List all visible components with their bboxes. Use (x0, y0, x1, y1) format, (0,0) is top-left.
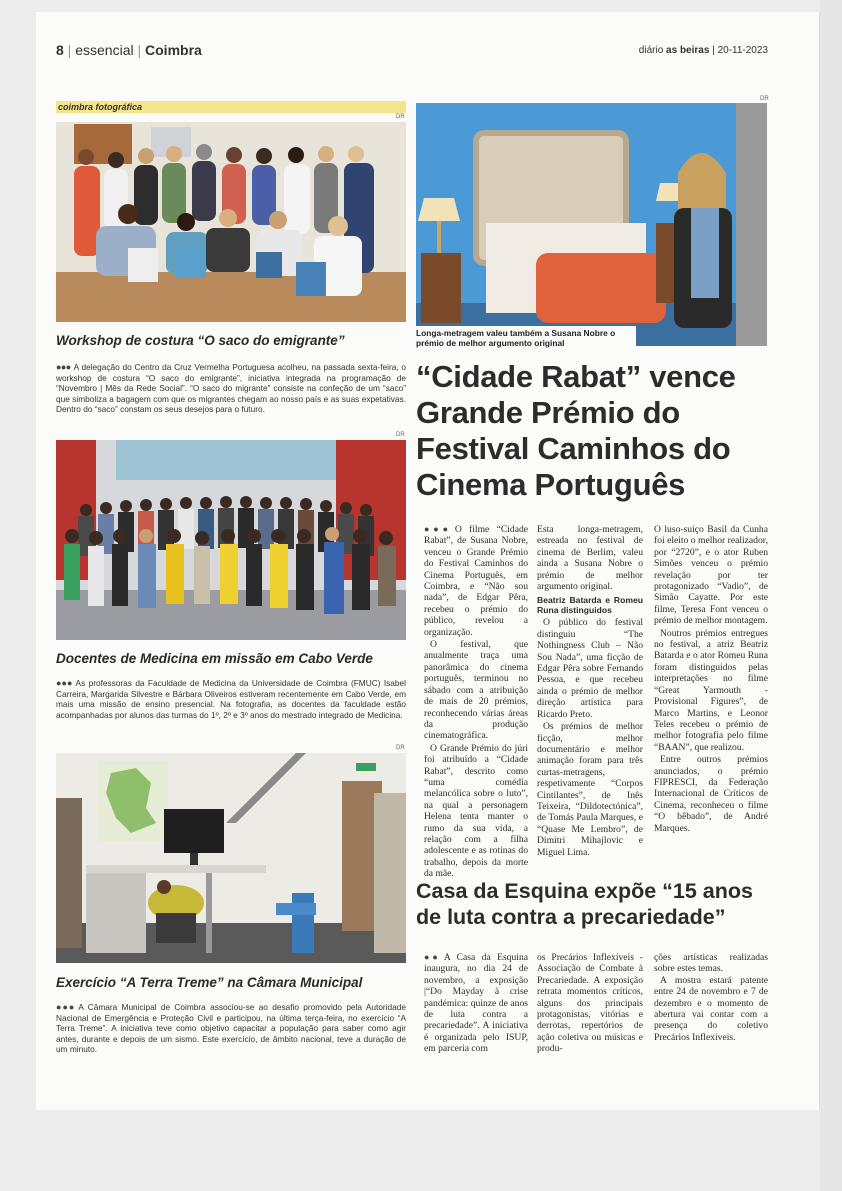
main-col3-p2: Noutros prémios entregues no festival, a atriz Beatriz Batarda e o ator Romeu Runa foram distinguidos pelas interpretações no filme “Great Yarmouth - Provisional Figures”, de Marco Martins, e Leonor Teles recebeu o prémio de melhor fotografia pelo filme “BAAN”, que realizou. (654, 627, 768, 753)
story1-title: Workshop de costura “O saco do emigrante” (56, 333, 345, 348)
main-col2-p3: Os prémios de melhor ficção, melhor documentário e melhor animação foram para três curtas-metragens, respetivamente “Corpos Cintilantes”, de Inês Teixeira, “Dildotectónica”, de Tomás Paula Marques, e “Quase Me Lembro”, de Dimitri Mihajlovic e Miguel Lima. (537, 721, 643, 858)
film-still-photo (416, 103, 767, 346)
story3-text: A Câmara Municipal de Coimbra associou-se ao desafio promovido pela Autoridade Nacional de Emergência e Proteção Civil e participou, na última terça-feira, no exercício “A Terra Treme”. A iniciativa teve como objetivo capacitar a população para saber como agir antes, durante e depois de um sismo. Este exercício, de âmbito nacional, teve a duração de um minuto. (56, 1002, 406, 1055)
paper-name: as beiras (666, 45, 710, 56)
story1-text: A delegação do Centro da Cruz Vermelha Portuguesa acolheu, na passada sexta-feira, o workshop de costura “O saco do emigrante”, iniciativa integrada na programação de “Novembro | Mês da Rede Social”. “O saco do migrante” consiste na confeção de um “saco” que simboliza a bagagem com que os migrantes chegam ao nosso país e as suas expetativas. Dentro do “saco” constam os seus desejos para o futuro. (56, 362, 407, 415)
section-name: essencial (75, 42, 134, 58)
main-col3-p1: O luso-suíço Basil da Cunha foi eleito o melhor realizador, por “2720”, e o ator Ruben Simões venceu o prémio revelação por ter protagonizado “Vadio”, de Simão Cayatte. Por este filme, Teresa Font venceu o prémio de melhor montagem. (654, 524, 768, 627)
page-header (56, 42, 768, 62)
story2-text: As professoras da Faculdade de Medicina da Universidade de Coimbra (FMUC) Isabel Carreira, Margarida Silvestre e Bárbara Oliveiros estiveram recentemente em Cabo Verde, em mais uma missão de ensino presencial. Na fotografia, as docentes da faculdade estão acompanhadas por alunos das turmas do 1º, 2º e 3º anos do mestrado integrado de Medicina. (56, 678, 406, 720)
main-subhead: Beatriz Batarda e Romeu Runa distinguidos (537, 595, 643, 616)
main-col2-p2: O público do festival distinguiu “The Nothingness Club – Não Sou Nada”, uma ficção de Edgar Pêra sobre Fernando Pessoa, e que recebeu ainda o prémio de melhor direção artística para Ricardo Preto. (537, 617, 643, 720)
main-col1-p1: O filme “Cidade Rabat”, de Susana Nobre, venceu o Grande Prémio do Festival Caminhos do Cinema Português, em Coimbra, e “Não sou nada”, de Edgar Pêra, recebeu o prémio do público, revelou a organização. (424, 524, 529, 638)
story3-body (56, 1002, 406, 1055)
bullet-dots-icon: ●●● (56, 1002, 76, 1012)
main-article-col3 (654, 524, 768, 835)
scan-margin (820, 0, 842, 1191)
bullet-dots-icon: ●●● (424, 524, 452, 534)
page-number: 8 (56, 42, 64, 58)
issue-date: 20-11-2023 (717, 45, 768, 56)
story2-body (56, 678, 406, 720)
second-article-col2 (537, 952, 643, 1055)
photo-credit-2: DR (396, 432, 405, 438)
bullet-dots-icon: ●●● (56, 678, 73, 688)
main-article-col1 (424, 524, 528, 881)
main-article-col2 (537, 524, 643, 859)
second-col2-text: os Precários Inflexíveis - Associação de Combate à Precariedade. A exposição retrata momentos críticos, alguns dos principais protagonistas, vitórias e derrotas, repertórios de ação coletiva ou músicas e produ- (537, 952, 643, 1055)
second-col3-p1: ções artísticas realizadas sobre estes temas. (654, 952, 768, 975)
main-photo-caption: Longa-metragem valeu também a Susana Nobre o prémio de melhor argumento original (416, 326, 636, 349)
bullet-dots-icon: ●● (424, 952, 441, 962)
second-col1-text: A Casa da Esquina inaugura, no dia 24 de novembro, a exposição |“Do Mayday à crise pandémica: quinze de anos de luta contra a precariedade”. A iniciativa é organizada pelo ISUP, em parceria com (424, 952, 528, 1055)
second-headline: Casa da Esquina expõe “15 anos de luta contra a precariedade” (416, 879, 753, 929)
story2-title: Docentes de Medicina em missão em Cabo Verde (56, 651, 373, 666)
photo-credit-1: DR (396, 114, 405, 120)
terra-treme-photo (56, 753, 406, 963)
photo-credit-main: DR (760, 96, 769, 102)
photo-credit-3: DR (396, 745, 405, 751)
story1-body (56, 362, 406, 415)
main-headline: “Cidade Rabat” vence Grande Prémio do Festival Caminhos do Cinema Português (416, 359, 736, 502)
main-col2-p1: Esta longa-metragem, estreada no festival de cinema de Berlim, valeu ainda a Susana Nobre o prémio de melhor argumento original. (537, 524, 643, 593)
second-col3-p2: A mostra estará patente entre 24 de novembro e 7 de dezembro e o momento de abertura vai contar com a presença do coletivo Precários Inflexíveis. (654, 974, 768, 1043)
second-article-col1 (424, 952, 528, 1055)
header-left: 8 | essencial | Coimbra (56, 42, 202, 58)
workshop-photo (56, 122, 406, 322)
main-col1-p2: O festival, que anualmente traça uma panorâmica do cinema português, terminou no sábado com a atribuição de mais de 20 prémios, reconhecendo várias áreas da produção cinematográfica. (424, 639, 528, 742)
story3-title: Exercício “A Terra Treme” na Câmara Municipal (56, 975, 363, 990)
main-col3-p3: Entre outros prémios anunciados, o prémio FIPRESCI, da Federação Internacional de Críticos de Cinema, reconheceu o filme “O bêbado”, de André Marques. (654, 754, 768, 834)
section-label: coimbra fotográfica (56, 101, 406, 113)
cabo-verde-photo (56, 440, 406, 640)
second-article-col3 (654, 952, 768, 1043)
city-name: Coimbra (145, 42, 202, 58)
bullet-dots-icon: ●●● (56, 362, 71, 372)
paper-prefix: diário (638, 45, 664, 56)
header-right: diário as beiras | 20-11-2023 (638, 45, 768, 56)
main-col1-p3: O Grande Prémio do júri foi atribuído a “Cidade Rabat”, descrito como “uma comédia melancólica sobre o luto”, na qual a personagem Helena tenta manter o rumo da sua vida, a relação com a filha adolescente e as rotinas do trabalho, depois da morte da mãe. (424, 742, 528, 880)
